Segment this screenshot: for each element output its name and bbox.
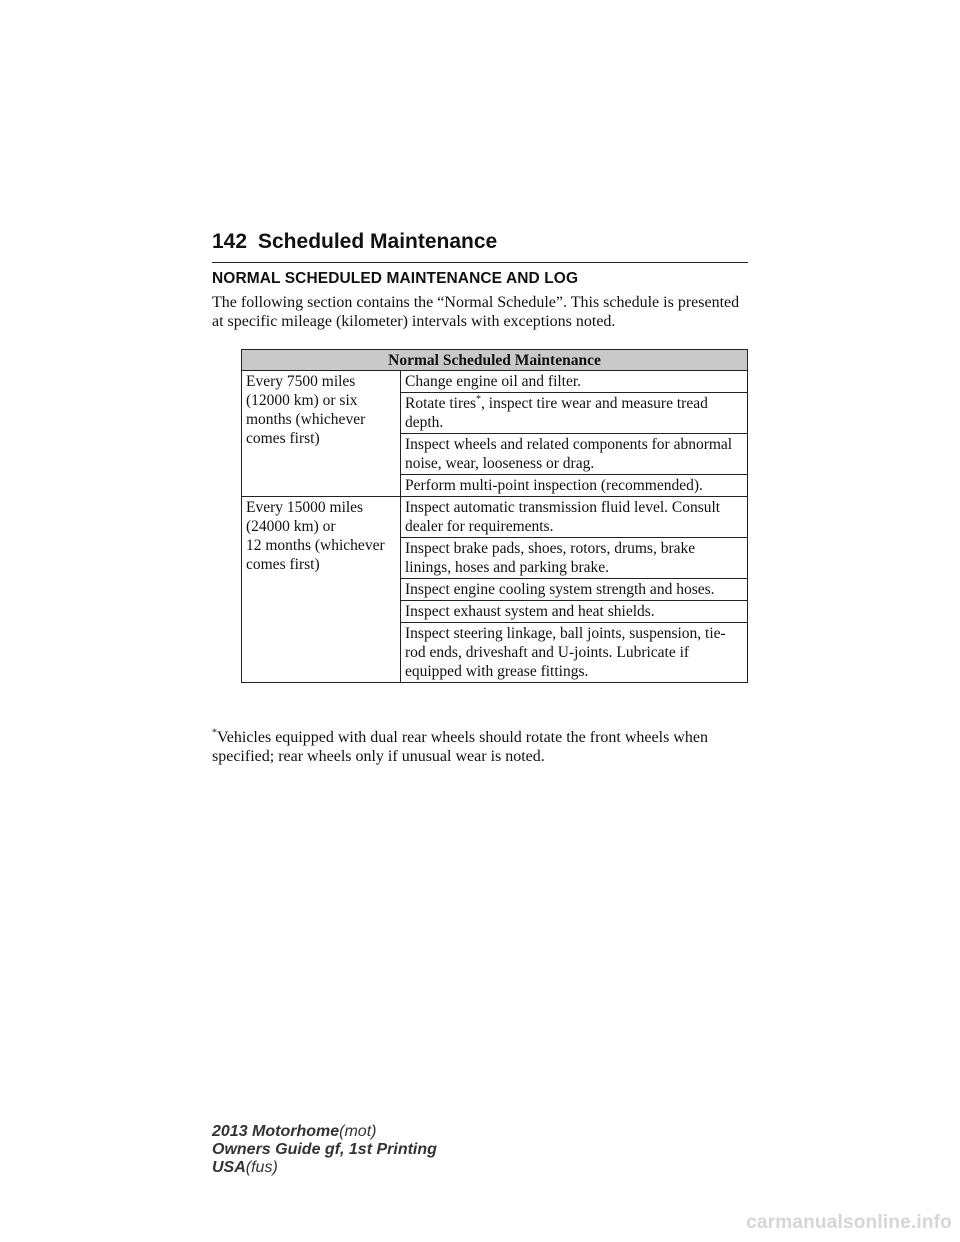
interval-line: comes first): [246, 556, 320, 573]
intro-paragraph: The following section contains the “Normal Schedule”. This schedule is presented at specific mileage (kilometer) intervals with exceptions noted.: [212, 294, 740, 330]
interval-cell: [242, 497, 401, 683]
task-text: , inspect tire wear and measure tread depth.: [405, 395, 708, 431]
interval-line: comes first): [246, 430, 320, 447]
interval-line: 12 months (whichever: [246, 537, 385, 554]
interval-line: (12000 km) or six: [246, 392, 358, 409]
task-cell: Inspect steering linkage, ball joints, suspension, tie-rod ends, driveshaft and U-joints. Lubricate if equipped with grease fittings.: [401, 623, 748, 683]
section-heading: NORMAL SCHEDULED MAINTENANCE AND LOG: [212, 270, 579, 287]
footnote-text: Vehicles equipped with dual rear wheels should rotate the front wheels when specified; rear wheels only if unusual wear is noted.: [212, 729, 708, 765]
footnote: [212, 728, 752, 766]
table-row: [242, 371, 748, 393]
interval-line: months (whichever: [246, 411, 366, 428]
interval-line: Every 7500 miles: [246, 373, 356, 390]
print-footer: [212, 1123, 437, 1177]
table-caption: Normal Scheduled Maintenance: [242, 350, 748, 371]
section-title: Scheduled Maintenance: [258, 230, 498, 253]
task-cell: Inspect automatic transmission fluid level. Consult dealer for requirements.: [401, 497, 748, 538]
interval-line: (24000 km) or: [246, 518, 336, 535]
task-cell: Change engine oil and filter.: [401, 371, 748, 393]
interval-line: Every 15000 miles: [246, 499, 364, 516]
footer-code: (mot): [339, 1123, 377, 1140]
maintenance-table: [241, 349, 748, 683]
task-cell: Inspect brake pads, shoes, rotors, drums, brake linings, hoses and parking brake.: [401, 538, 748, 579]
footer-line: [212, 1123, 437, 1141]
page-number: 142: [212, 230, 248, 253]
task-cell: Inspect exhaust system and heat shields.: [401, 601, 748, 623]
watermark: carmanualsonline.info: [746, 1212, 952, 1233]
footnote-mark: *: [212, 727, 217, 739]
task-cell: Perform multi-point inspection (recommended).: [401, 475, 748, 497]
task-cell: Inspect engine cooling system strength and hoses.: [401, 579, 748, 601]
footer-line: Owners Guide gf, 1st Printing: [212, 1141, 437, 1158]
footer-code: (fus): [245, 1159, 278, 1176]
task-text: Rotate tires: [405, 395, 477, 412]
task-cell: [401, 393, 748, 434]
footnote-mark: *: [476, 393, 482, 405]
footer-market: USA: [212, 1159, 246, 1176]
footer-line: [212, 1159, 437, 1177]
footer-model: 2013 Motorhome: [212, 1123, 340, 1140]
interval-cell: [242, 371, 401, 497]
task-cell: Inspect wheels and related components for abnormal noise, wear, looseness or drag.: [401, 434, 748, 475]
page-header: [212, 228, 748, 263]
table-row: [242, 497, 748, 538]
